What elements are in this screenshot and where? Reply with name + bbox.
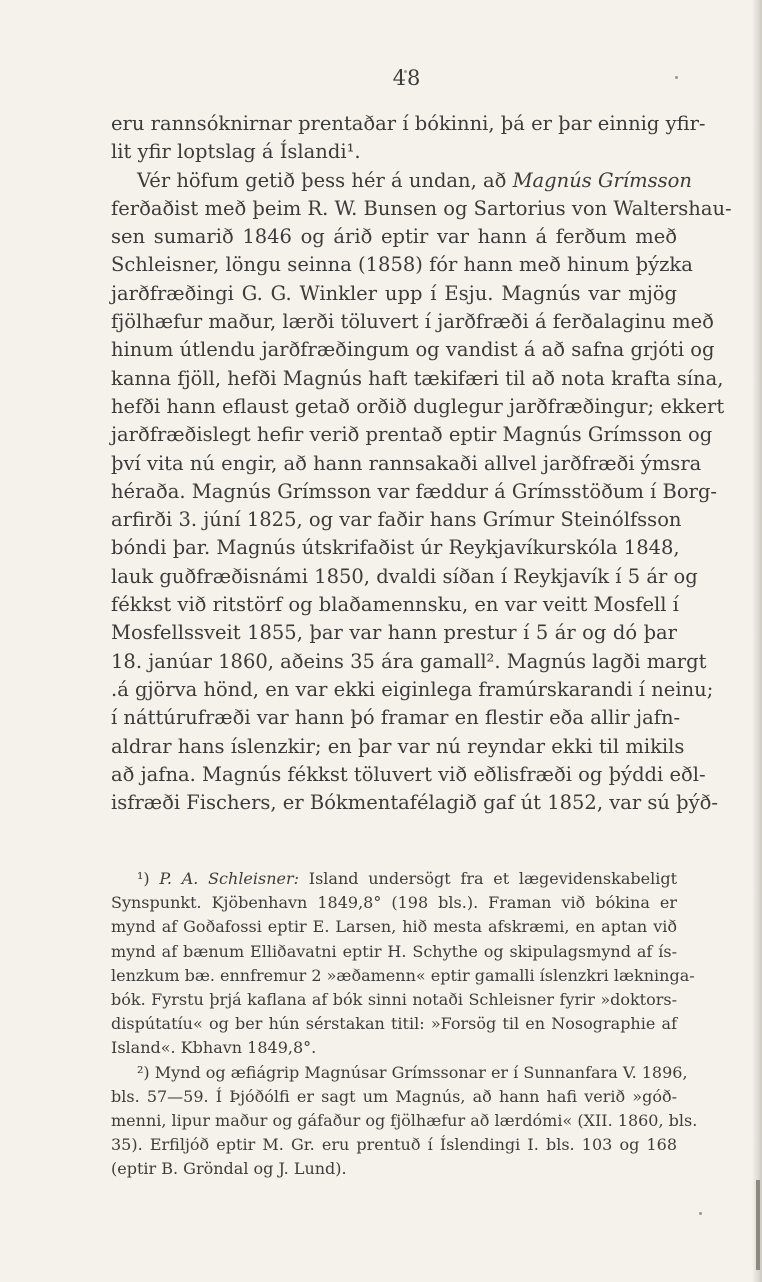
text-line: því vita nú engir, að hann rannsakaði allvel jarðfræði ýmsra [111,451,702,475]
footnote-line: ²) Mynd og æfiágrip Magnúsar Grímssonar er í Sunnanfara V. 1896, [137,1062,688,1082]
footnote-line: (eptir B. Gröndal og J. Lund). [111,1159,347,1179]
text-line: Mosfellssveit 1855, þar var hann prestur í 5 ár og dó þar [111,621,677,645]
footnote-line: ¹) P. A. Schleisner: Island undersögt fra et lægevidenskabeligt [137,869,677,888]
footnote-line: menni, lipur maður og gáfaður og fjölhæfur að lærdómi« (XII. 1860, bls. [111,1110,698,1130]
text-line: lauk guðfræðisnámi 1850, dvaldi síðan í Reykjavík í 5 ár og [111,564,698,588]
text-line: hefði hann eflaust getað orðið duglegur jarðfræðingur; ekkert [111,394,725,418]
text-line: sen sumarið 1846 og árið eptir var hann á ferðum með [111,225,677,249]
text-line: eru rannsóknirnar prentaðar í bókinni, þá er þar einnig yfir- [111,112,706,135]
footnote-line: mynd af Goðafossi eptir E. Larsen, hið mesta afskræmi, en aptan við [111,917,677,937]
footnote-line: bók. Fyrstu þrjá kaflana af bók sinni notaði Schleisner fyrir »doktors- [111,989,677,1009]
text-line: arfirði 3. júní 1825, og var faðir hans Grímur Steinólfsson [111,508,682,532]
text-line: héraða. Magnús Grímsson var fæddur á Grímsstöðum í Borg- [111,479,718,503]
text-line: fékkst við ritstörf og blaðamennsku, en var veitt Mosfell í [111,593,679,617]
footnote-line: mynd af bænum Elliðavatni eptir H. Schythe og skipulagsmynd af ís- [111,941,677,961]
italic-name: P. A. Schleisner: [159,869,300,888]
page-number: 48 [392,66,422,90]
text-line: hinum útlendu jarðfræðingum og vandist á að safna grjóti og [111,338,715,362]
text-line: jarðfræðislegt hefir verið prentað eptir Magnús Grímsson og [111,423,713,447]
text-line: í náttúrufræði var hann þó framar en flestir eða allir jafn- [111,706,681,730]
footnote-line: bls. 57—59. Í Þjóðólfi er sagt um Magnús, að hann hafi verið »góð- [111,1086,677,1106]
paper-speck [699,1212,702,1215]
footnotes [111,867,698,1181]
text-line: isfræði Fischers, er Bókmentafélagið gaf út 1852, var sú þýð- [111,791,718,815]
text-line: ferðaðist með þeim R. W. Bunsen og Sartorius von Waltershau- [111,196,732,220]
footnote-line: Island«. Kbhavn 1849,8°. [111,1038,317,1058]
page-edge-mark [756,1180,760,1270]
text-line: bóndi þar. Magnús útskrifaðist úr Reykjavíkurskóla 1848, [111,536,680,560]
text-line: fjölhæfur maður, lærði töluvert í jarðfræði á ferðalaginu með [111,310,714,334]
footnote-line: 35). Erfiljóð eptir M. Gr. eru prentuð í Íslendingi I. bls. 103 og 168 [111,1135,677,1155]
text-line: jarðfræðingi G. G. Winkler upp í Esju. Magnús var mjög [111,281,677,305]
footnote-line: lenzkum bæ. ennfremur 2 »æðamenn« eptir gamalli íslenzkri lækninga- [111,965,695,985]
text-line: Schleisner, löngu seinna (1858) fór hann með hinum þýzka [111,253,693,277]
text-line: að jafna. Magnús fékkst töluvert við eðlisfræði og þýddi eðl- [111,762,706,786]
text-line: Vér höfum getið þess hér á undan, að Magnús Grímsson [137,168,692,192]
body-text [111,110,732,817]
italic-name: Magnús Grímsson [512,168,692,192]
footnote-line: Synspunkt. Kjöbenhavn 1849,8° (198 bls.). Framan við bókina er [111,893,677,913]
page-edge-shadow [752,0,762,1282]
footnote-line: dispútatíu« og ber hún sérstakan titil: »Forsög til en Nosographie af [111,1014,677,1034]
text-line: .á gjörva hönd, en var ekki eiginlega framúrskarandi í neinu; [111,677,714,701]
text-line: 18. janúar 1860, aðeins 35 ára gamall². Magnús lagði margt [111,649,707,673]
text-line: kanna fjöll, hefði Magnús haft tækifæri til að nota krafta sína, [111,366,724,390]
text-line: lit yfir loptslag á Íslandi¹. [111,140,361,164]
text-line: aldrar hans íslenzkir; en þar var nú reyndar ekki til mikils [111,734,685,758]
